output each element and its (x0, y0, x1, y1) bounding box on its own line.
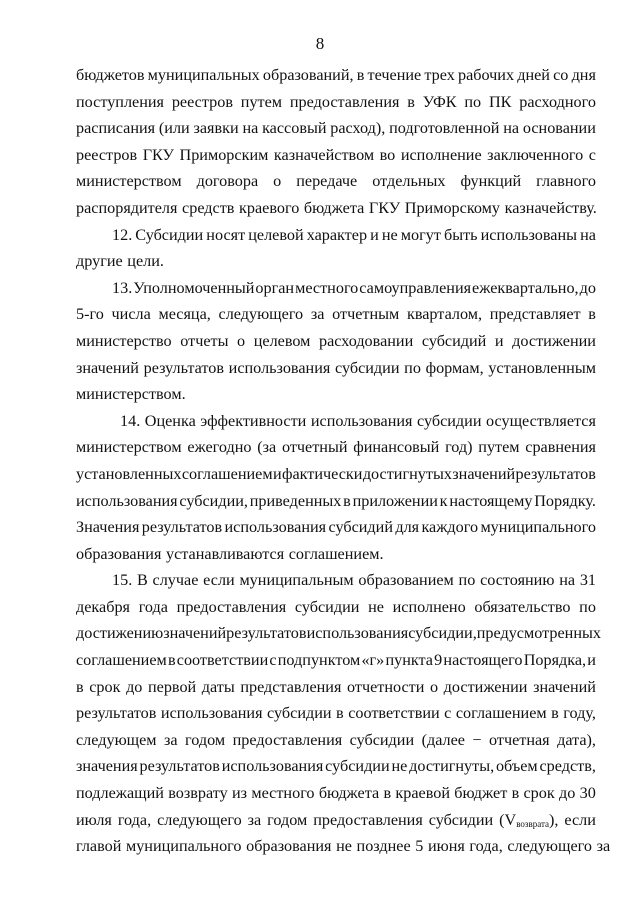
word: передаче (296, 172, 358, 191)
word: по (579, 597, 596, 616)
word: 9 (434, 651, 443, 670)
word: трех (424, 66, 455, 84)
word: Оценка (144, 411, 196, 430)
text-line (76, 647, 596, 674)
word: (далее (421, 730, 465, 749)
word: использования (228, 358, 331, 377)
word: год) (445, 438, 473, 457)
word: соглашением. (288, 544, 384, 563)
word: ежеквартально, (472, 278, 579, 297)
word: установленных (76, 464, 182, 483)
text-line (76, 248, 596, 275)
word: расписания (76, 119, 156, 138)
word: формам, (425, 358, 484, 377)
word: могут (400, 225, 441, 244)
word: представления (240, 677, 342, 696)
word: местного (295, 278, 359, 297)
word: субсидии (334, 358, 400, 377)
word: ПК (488, 92, 512, 111)
word: 30 (579, 784, 596, 803)
word: использования (221, 757, 324, 776)
word: образования (76, 544, 162, 563)
word: соответствии (348, 704, 440, 723)
word: субсидии (349, 730, 415, 749)
word: на (242, 119, 259, 138)
word: в (551, 704, 559, 723)
word: числа (111, 305, 151, 324)
text-line (76, 594, 596, 621)
text-line (76, 674, 596, 701)
word: достижении (443, 677, 528, 696)
word: месяца, (158, 305, 211, 324)
word: значений (533, 677, 596, 696)
word: во (379, 145, 396, 164)
word: самоуправления (359, 278, 472, 297)
word: в (167, 651, 176, 670)
word: бюджетов (76, 66, 145, 84)
word: субсидии (325, 757, 390, 776)
word: позднее (356, 837, 411, 856)
word: достижении (512, 331, 596, 350)
word: казначейством (273, 145, 375, 164)
text-line (76, 89, 596, 116)
word: дня (571, 66, 596, 84)
word: не (391, 757, 408, 776)
word: расходного (519, 92, 596, 111)
document-body (76, 62, 611, 860)
word: путем (240, 92, 283, 111)
word: орган (255, 278, 295, 297)
word: министерство (76, 331, 172, 350)
word: муниципального (480, 518, 596, 537)
word: субсидий (328, 518, 393, 537)
word: 13. (112, 278, 133, 297)
word: к (439, 491, 448, 510)
word: для (395, 518, 420, 537)
word: и (370, 225, 379, 244)
word: объем (495, 757, 538, 776)
word: осуществляется (486, 411, 596, 430)
text-line (76, 461, 596, 488)
text-line (76, 222, 596, 249)
word: по (464, 92, 482, 111)
word: года, (117, 810, 152, 829)
text-line (76, 115, 596, 142)
word: использования (160, 704, 263, 723)
word: муниципальным (239, 571, 354, 590)
word: министерством (76, 438, 182, 457)
text-line (76, 514, 596, 541)
word: возврату (168, 784, 228, 803)
paragraph-p14 (76, 408, 596, 568)
word: результатов (515, 464, 596, 483)
word: следующего (157, 810, 242, 829)
word: использования (306, 624, 409, 643)
word: годом (267, 810, 308, 829)
word: субсидии (294, 597, 360, 616)
word: образований, (262, 66, 354, 84)
text-line (76, 780, 596, 807)
word: по (404, 358, 421, 377)
word: казначейству. (504, 198, 597, 217)
word: субсидии (428, 810, 494, 829)
text-line (76, 833, 611, 860)
word: подпунктом (277, 651, 361, 670)
word: субсидии (267, 704, 332, 723)
word: Приморскому (404, 198, 500, 217)
word: заявки (193, 119, 239, 138)
word: о (237, 331, 246, 350)
word: значений (76, 358, 139, 377)
word: $(V_{возврата})$, (499, 810, 559, 829)
word: отчетный (281, 438, 348, 457)
word: 5-го (76, 305, 104, 324)
word: Значения (76, 518, 140, 537)
word: бюджета (318, 784, 380, 803)
word: следующего (507, 837, 592, 856)
word: в (588, 305, 596, 324)
word: со (553, 66, 569, 84)
word: отчеты (180, 331, 229, 350)
word: не (368, 597, 384, 616)
word: расход), (330, 119, 386, 138)
word: Уполномоченный (133, 278, 255, 297)
word: не (336, 837, 352, 856)
word: достигнуты, (409, 757, 495, 776)
word: о (273, 172, 282, 191)
word: соответствии (176, 651, 269, 670)
word: ГКУ (368, 198, 401, 217)
text-line (76, 727, 596, 754)
word: средств (182, 198, 235, 217)
word: результатов (139, 757, 220, 776)
word: из (232, 784, 248, 803)
word: годом (185, 730, 226, 749)
word: 15. (112, 571, 133, 590)
text-line (76, 488, 596, 515)
word: за (310, 305, 325, 324)
word: 31 (579, 571, 596, 590)
word: предоставления (232, 730, 343, 749)
word: эффективности (200, 411, 307, 430)
word: характер (306, 225, 368, 244)
word: использования (224, 518, 327, 537)
word: каждого (421, 518, 479, 537)
word: 5 (415, 837, 424, 856)
word: кассовый (262, 119, 327, 138)
word: Приморским (179, 145, 269, 164)
text-line (76, 195, 596, 222)
word: значений (163, 624, 227, 643)
word: за (596, 837, 611, 856)
word: быть (443, 225, 478, 244)
word: значения (76, 757, 138, 776)
word: предоставления (313, 810, 423, 829)
word: до (559, 784, 576, 803)
word: бюджет (454, 784, 508, 803)
word: средств, (539, 757, 596, 776)
word: отчетности (346, 677, 425, 696)
word: отчетная (488, 730, 550, 749)
word: субсидий (421, 331, 487, 350)
word: если (203, 571, 235, 590)
word: приведенных (249, 491, 342, 510)
word: на (580, 225, 596, 244)
word: образования (246, 837, 332, 856)
word: настоящему (449, 491, 533, 510)
word: муниципального (125, 837, 242, 856)
word: июля (76, 810, 112, 829)
word: Порядку. (534, 491, 596, 510)
word: ГКУ (142, 145, 174, 164)
text-line (76, 408, 596, 435)
word: заключенного (487, 145, 584, 164)
word: о (430, 677, 439, 696)
word: носят (206, 225, 246, 244)
text-line (76, 700, 596, 727)
word: июня (427, 837, 465, 856)
word: обязательство (474, 597, 571, 616)
word: с (269, 651, 277, 670)
word: дней (517, 66, 550, 84)
word: настоящего (443, 651, 523, 670)
paragraph-p12 (76, 222, 596, 275)
word: даты (201, 677, 235, 696)
word: расходовании (318, 331, 414, 350)
word: пункта (385, 651, 433, 670)
word: в (356, 66, 365, 84)
word: отдельных (372, 172, 446, 191)
word: Порядка, (523, 651, 587, 670)
word: цели. (127, 252, 164, 271)
word: в (511, 784, 520, 803)
word: подготовленной (389, 119, 500, 138)
word: сравнения (525, 438, 596, 457)
page-number: 8 (315, 34, 325, 53)
word: Субсидии (135, 225, 204, 244)
word: целевой (248, 225, 304, 244)
word: 12. (112, 225, 133, 244)
word: результатов (226, 624, 307, 643)
word: договора (196, 172, 259, 191)
word: на (503, 119, 520, 138)
word: бюджета (303, 198, 365, 217)
word: рабочих (457, 66, 515, 84)
word: в (407, 92, 415, 111)
word: использованы (480, 225, 578, 244)
word: реестров (76, 145, 138, 164)
word: и (587, 651, 596, 670)
word: краевой (395, 784, 451, 803)
text-line (76, 541, 596, 568)
word: если (564, 810, 596, 829)
text-line (76, 434, 596, 461)
word: срок (523, 784, 555, 803)
paragraph-p15 (76, 567, 611, 860)
word: 14. (120, 411, 141, 430)
word: приложении (352, 491, 438, 510)
word: главного (536, 172, 596, 191)
word: В (136, 571, 148, 590)
text-line (76, 275, 596, 302)
word: достигнутых (362, 464, 452, 483)
word: за (247, 810, 262, 829)
word: использования (310, 411, 413, 430)
word: субсидии (417, 411, 482, 430)
word: краевого (239, 198, 300, 217)
word: путем (478, 438, 520, 457)
word: в (336, 704, 344, 723)
word: поступления (76, 92, 164, 111)
text-line (76, 168, 596, 195)
word: следующего (218, 305, 304, 324)
word: и (494, 331, 504, 350)
word: срок (89, 677, 121, 696)
word: на (559, 571, 576, 590)
text-line (76, 807, 596, 834)
word: достижению (76, 624, 164, 643)
word: предоставления (289, 92, 400, 111)
word: представляет (489, 305, 581, 324)
word: декабря (76, 597, 131, 616)
word: до (126, 677, 143, 696)
subscript-vozvrata: возврата (516, 818, 550, 829)
word: следующем (76, 730, 157, 749)
word: дата), (557, 730, 596, 749)
word: муниципальных (147, 66, 260, 84)
word: основании (522, 119, 596, 138)
word: местного (251, 784, 315, 803)
word: первой (147, 677, 197, 696)
word: исполнение (400, 145, 482, 164)
word: кварталом, (406, 305, 483, 324)
word: − (472, 730, 482, 749)
word: главой (76, 837, 122, 856)
word: с (444, 704, 452, 723)
word: и (272, 464, 282, 483)
word: образованием (358, 571, 454, 590)
text-line (76, 381, 596, 408)
word: случае (152, 571, 199, 590)
word: исполнено (392, 597, 466, 616)
word: результатов (76, 704, 157, 723)
word: реестров (171, 92, 233, 111)
word: года, (469, 837, 503, 856)
word: министерством. (76, 385, 186, 404)
word: «г» (361, 651, 385, 670)
word: соглашением (76, 651, 167, 670)
text-line (76, 620, 601, 647)
word: в (343, 491, 351, 510)
word: (или (158, 119, 190, 138)
word: предоставления (176, 597, 287, 616)
word: по (458, 571, 476, 590)
word: соглашением (181, 464, 273, 483)
text-line (76, 753, 596, 780)
word: значений (452, 464, 516, 483)
word: году, (563, 704, 596, 723)
text-line (76, 62, 596, 89)
word: субсидии, (408, 624, 477, 643)
word: установленным (488, 358, 596, 377)
word: за (164, 730, 178, 749)
word: с (588, 145, 596, 164)
paragraph-p_cont (76, 62, 596, 222)
word: фактически (281, 464, 363, 483)
word: финансовый (353, 438, 440, 457)
word: устанавливаются (165, 544, 285, 563)
word: подлежащий (76, 784, 164, 803)
word: распорядителя (76, 198, 178, 217)
word: до (579, 278, 596, 297)
word: функций (460, 172, 522, 191)
text-line (76, 355, 596, 382)
text-line (76, 142, 596, 169)
word: в (383, 784, 392, 803)
word: соглашением (455, 704, 547, 723)
word: течение (367, 66, 422, 84)
word: результатов (141, 518, 223, 537)
word: в (76, 677, 84, 696)
subscript-tail: ), (549, 810, 559, 829)
word: не (381, 225, 398, 244)
word: ежегодно (187, 438, 252, 457)
paragraph-p13 (76, 275, 596, 408)
word: УФК (422, 92, 457, 111)
word: субсидии, (179, 491, 248, 510)
word: использования (76, 491, 178, 510)
word: отчетным (332, 305, 400, 324)
text-line (76, 301, 596, 328)
word: года (138, 597, 168, 616)
text-line (76, 328, 596, 355)
word: целевом (253, 331, 311, 350)
word: состоянию (480, 571, 555, 590)
word: министерством (76, 172, 182, 191)
word: другие (76, 252, 123, 271)
word: (за (257, 438, 277, 457)
word: предусмотренных (476, 624, 601, 643)
text-line (76, 567, 596, 594)
word: результатов (143, 358, 224, 377)
